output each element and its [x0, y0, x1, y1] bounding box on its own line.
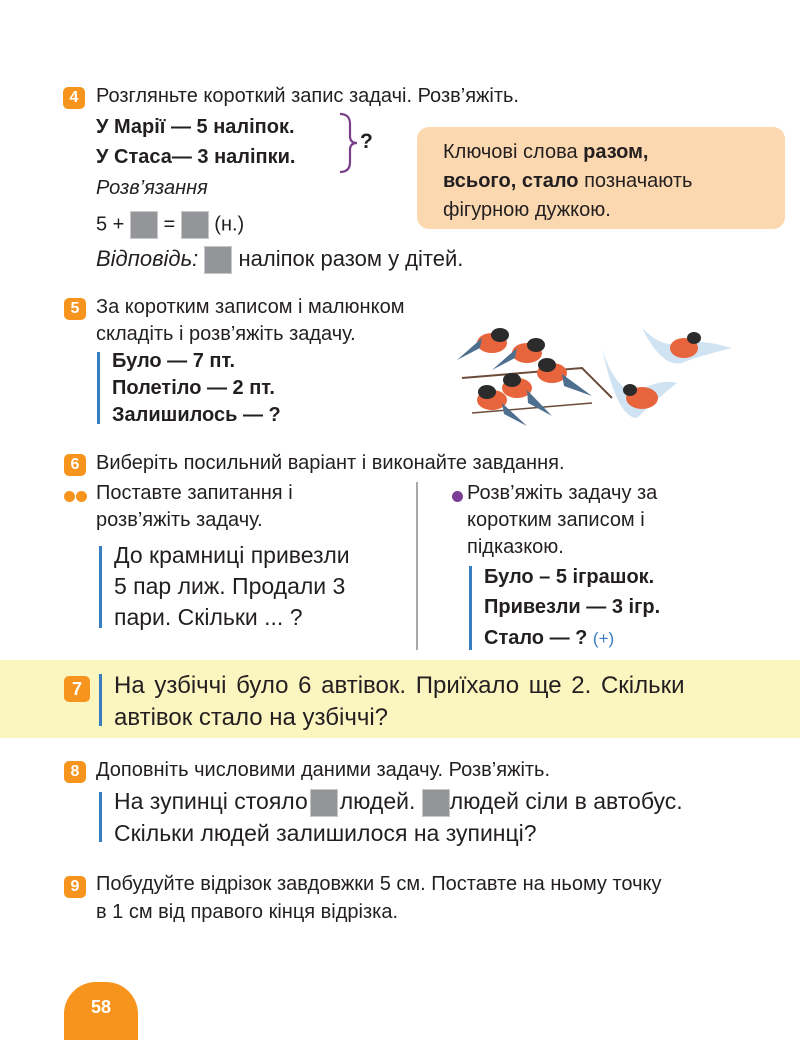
note-text: Ключові слова [443, 141, 584, 163]
bird-icon [457, 328, 509, 360]
bullfinches-illustration [452, 308, 752, 436]
note-keyword: разом, [583, 141, 649, 163]
task9-line2: в 1 см від правого кінця відрізка. [96, 901, 399, 923]
task6-record-last [484, 627, 614, 650]
problem-line: До крамниці привезли [114, 542, 350, 568]
task6-left-line1: Поставте запитання і [96, 482, 293, 504]
task-number-badge: 5 [64, 298, 86, 320]
task5-record-line: Було — 7 пт. [112, 350, 236, 372]
task5-record-line: Залишилось — ? [112, 404, 281, 426]
answer-line [96, 246, 463, 274]
equation-unit: (н.) [214, 213, 245, 236]
task7-problem [114, 670, 685, 734]
task-number-badge: 8 [64, 761, 86, 783]
two-dots-icon [64, 488, 87, 506]
task5-instruction-line2: складіть і розв’яжіть задачу. [96, 323, 356, 345]
answer-label: Відповідь: [96, 246, 199, 271]
flying-bird-icon [642, 328, 732, 364]
task5-instruction-line1: За коротким записом і малюнком [96, 296, 405, 318]
problem-line: пари. Скільки ... ? [114, 604, 303, 630]
problem-line: На узбіччі було 6 автівок. Приїхало ще 2. Скільки [114, 672, 685, 699]
note-text: позначають [578, 170, 693, 192]
task6-right-line3: підказкою. [467, 536, 564, 558]
equation-equals: = [163, 213, 176, 236]
answer-blank[interactable] [310, 789, 338, 817]
task8-instruction: Доповніть числовими даними задачу. Розв’яжіть. [96, 759, 551, 781]
answer-blank[interactable] [130, 211, 158, 239]
note-keyword: всього, стало [443, 170, 579, 192]
task8-line1 [114, 788, 683, 817]
answer-blank[interactable] [422, 789, 450, 817]
task6-record-line: Було – 5 іграшок. [484, 566, 655, 588]
answer-text: наліпок разом у дітей. [238, 246, 464, 271]
task6-right-line1: Розв’яжіть задачу за [467, 482, 658, 504]
task-number-badge: 6 [64, 454, 86, 476]
task6-left-line2: розв’яжіть задачу. [96, 509, 263, 531]
curly-brace-icon [336, 112, 360, 174]
solution-label: Розв’язання [96, 177, 208, 199]
column-divider [416, 482, 418, 650]
task4-line2: У Стаса— 3 наліпки. [96, 146, 296, 168]
equation [96, 211, 244, 239]
note-text: фігурною дужкою. [443, 199, 611, 221]
task-number-badge: 9 [64, 876, 86, 898]
equation-start: 5 + [96, 213, 125, 236]
problem-text: На зупинці стояло [114, 788, 308, 814]
task4-instruction: Розгляньте короткий запис задачі. Розв’яжіть. [96, 85, 519, 107]
task-number-badge: 4 [63, 87, 85, 109]
task6-instruction: Виберіть посильний варіант і виконайте завдання. [96, 452, 565, 474]
record-bar [97, 352, 100, 424]
answer-blank[interactable] [181, 211, 209, 239]
problem-text: людей. [339, 788, 416, 814]
task5-record-line: Полетіло — 2 пт. [112, 377, 275, 399]
task9-line1: Побудуйте відрізок завдовжки 5 см. Поставте на ньому точку [96, 873, 662, 895]
task6-right-line2: коротким записом і [467, 509, 645, 531]
task-number-badge: 7 [64, 676, 90, 702]
problem-line: автівок стало на узбіччі? [114, 704, 389, 731]
task4-question-mark: ? [360, 130, 373, 153]
task6-problem [114, 540, 350, 633]
problem-bar [99, 792, 102, 842]
answer-blank[interactable] [204, 246, 232, 274]
problem-line: 5 пар лиж. Продали 3 [114, 573, 346, 599]
problem-bar [99, 546, 102, 628]
problem-text: людей сіли в автобус. [449, 788, 683, 814]
bird-icon [537, 358, 592, 396]
task6-record-line: Привезли — 3 ігр. [484, 596, 661, 618]
one-dot-icon [452, 488, 463, 506]
page-number: 58 [64, 982, 138, 1040]
task8-line2: Скільки людей залишилося на зупинці? [114, 820, 537, 846]
record-line: Стало — ? [484, 627, 588, 649]
record-bar [469, 566, 472, 650]
key-words-note [417, 127, 785, 229]
problem-bar [99, 674, 102, 726]
hint: (+) [592, 629, 615, 648]
task4-line1: У Марії — 5 наліпок. [96, 116, 295, 138]
